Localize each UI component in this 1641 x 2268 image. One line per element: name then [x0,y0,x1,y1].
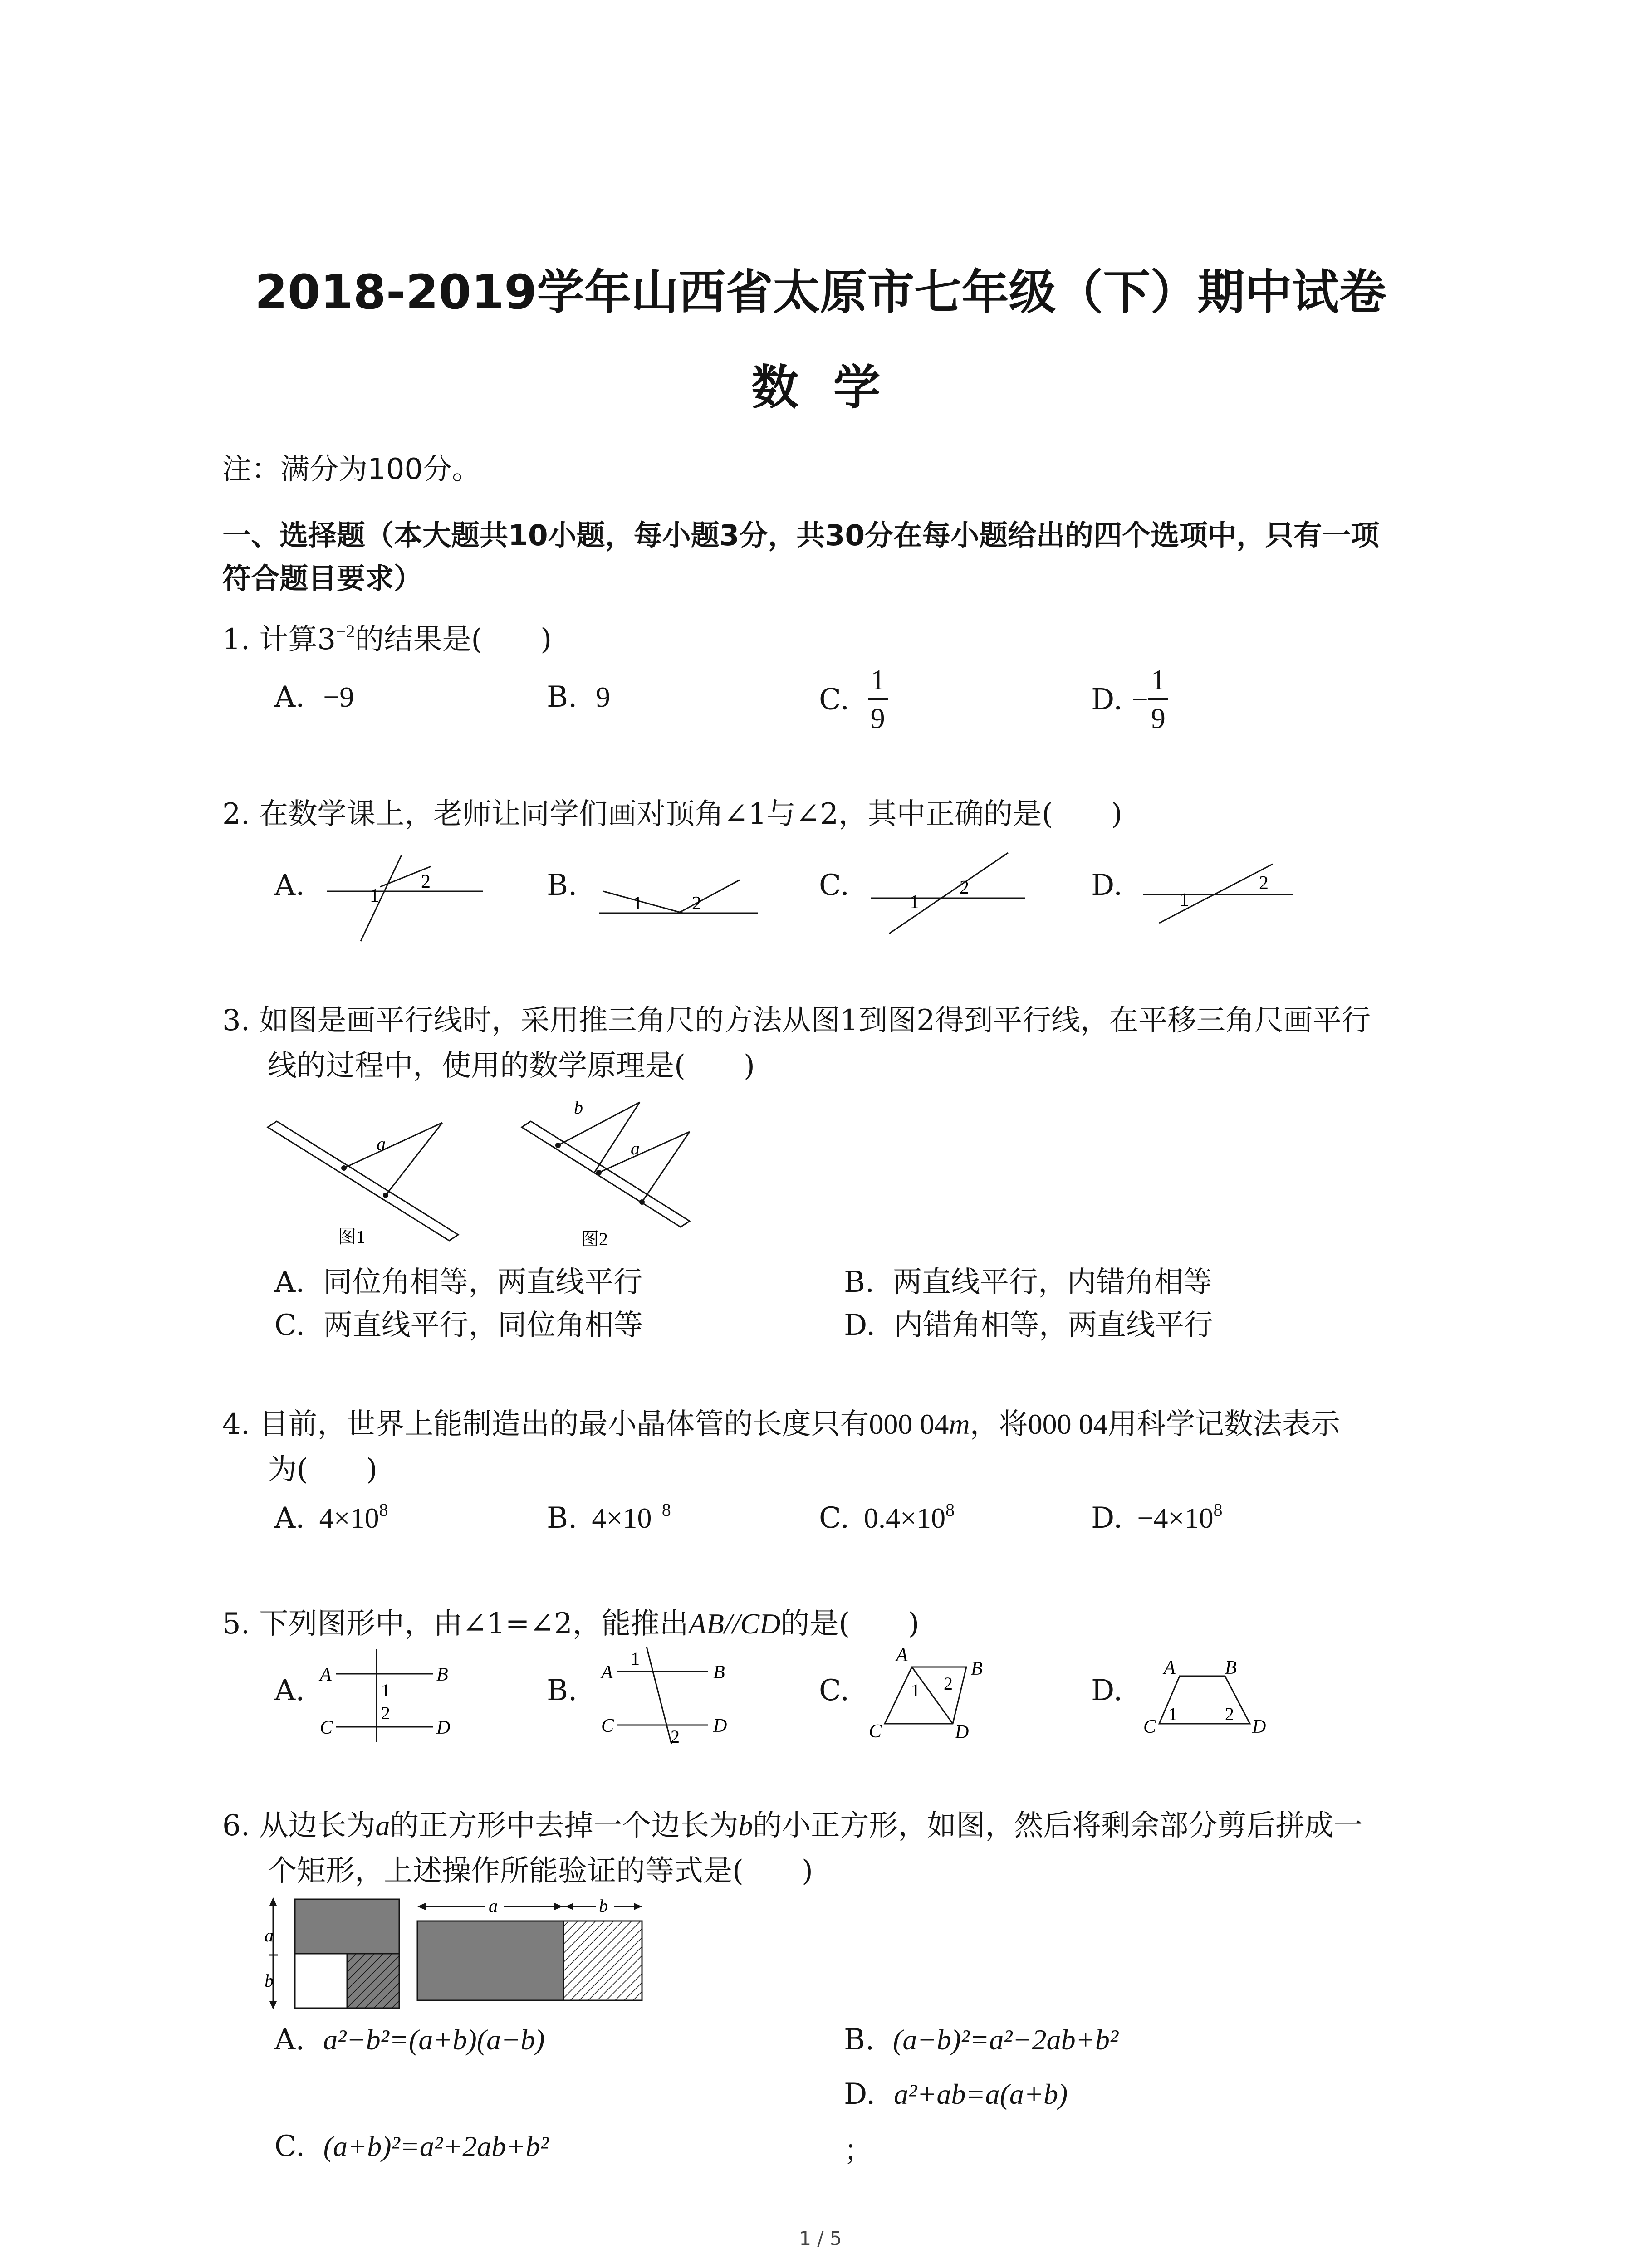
svg-text:1: 1 [911,1680,920,1701]
q3-option-d: D. 内错角相等，两直线平行 [844,1309,1214,1342]
q1-option-b: B. 9 [547,680,611,714]
svg-text:图2: 图2 [581,1229,608,1249]
q4-option-c: C. $0.4\times 10^8$ [819,1500,955,1535]
svg-text:2: 2 [944,1673,953,1694]
q5-option-c-figure [862,1642,1012,1746]
svg-text:C: C [601,1716,614,1736]
svg-text:b: b [599,1896,608,1916]
svg-text:a: a [377,1134,386,1154]
q4-option-d: D. $-4\times 10^8$ [1091,1500,1223,1535]
question-2: 2. 在数学课上，老师让同学们画对顶角∠1与∠2，其中正确的是( ) [222,797,1123,831]
q5-option-a-label: A. [274,1674,305,1707]
svg-text:C: C [1143,1716,1156,1737]
q6-option-b: B. (a−b)²=a²−2ab+b² [844,2023,1118,2057]
svg-text:1: 1 [633,893,642,914]
q1-option-b-value: 9 [596,681,611,713]
q2-option-c-figure [862,844,1053,948]
svg-text:2: 2 [960,877,969,898]
q3-option-c: C. 两直线平行，同位角相等 [274,1309,643,1342]
svg-text:A: A [1164,1657,1176,1678]
svg-text:1: 1 [1168,1704,1177,1724]
svg-text:图1: 图1 [338,1227,365,1247]
q2-option-d-figure [1134,844,1316,948]
question-5: 5. 下列图形中，由∠1=∠2，能推出AB//CD的是( ) [222,1607,920,1641]
q5-option-b-label: B. [547,1674,578,1707]
subject-title: 数 学 [751,360,890,415]
svg-text:a: a [489,1896,498,1916]
section-heading-line1: 一、选择题（本大题共10小题，每小题3分，共30分在每小题给出的四个选项中，只有一项 [222,519,1380,552]
q2-option-b-figure [590,844,771,948]
page-number: 1 / 5 [799,2227,842,2249]
svg-text:A: A [320,1664,332,1685]
question-4-line2: 为( ) [268,1453,377,1486]
q2-option-c-label: C. [819,869,850,902]
svg-text:1: 1 [910,892,919,913]
question-3-line1: 3. 如图是画平行线时，采用推三角尺的方法从图1到图2得到平行线，在平移三角尺画平行 [222,1004,1371,1037]
q3-figure-2 [517,1093,726,1252]
svg-text:A: A [601,1662,613,1683]
q5-option-d-figure [1139,1647,1293,1746]
svg-text:2: 2 [381,1703,390,1723]
q6-option-d: D. a²+ab=a(a+b) [844,2077,1068,2111]
svg-text:B: B [971,1658,983,1679]
svg-text:1: 1 [631,1648,640,1669]
q2-option-a-figure [318,844,499,948]
svg-text:1: 1 [370,885,379,906]
svg-text:D: D [1252,1716,1266,1737]
question-4-line1: 4. 目前，世界上能制造出的最小晶体管的长度只有000 04m，将000 04用科学记数法表示 [222,1408,1340,1441]
q5-option-d-label: D. [1091,1674,1123,1707]
q1-exponent: −2 [336,621,355,642]
q5-option-c-label: C. [819,1674,850,1707]
svg-text:D: D [713,1716,727,1736]
svg-text:2: 2 [692,893,701,914]
svg-text:2: 2 [1259,873,1269,894]
q5-option-a-figure [318,1647,467,1746]
q4-option-b: B. $4\times 10^{-8}$ [547,1500,671,1535]
svg-text:2: 2 [421,871,431,892]
q6-option-a: A. a²−b²=(a+b)(a−b) [274,2023,545,2057]
svg-text:C: C [869,1721,882,1742]
q6-semicolon: ； [844,2134,873,2168]
q6-option-c: C. (a+b)²=a²+2ab+b² [274,2130,549,2163]
q2-option-b-label: B. [547,869,578,902]
exam-title: 2018-2019学年山西省太原市七年级（下）期中试卷 [255,264,1386,320]
svg-text:1: 1 [381,1680,390,1701]
q4-option-a: A. $4\times 10^8$ [274,1500,388,1535]
svg-text:C: C [320,1717,333,1738]
q1-stem: 1. 计算3 [222,623,336,656]
q5-option-b-figure [594,1642,744,1746]
q3-option-a: A. 同位角相等，两直线平行 [274,1266,643,1299]
q2-option-a-label: A. [274,869,305,902]
section-heading-line2: 符合题目要求） [222,562,422,595]
svg-text:b: b [265,1970,274,1991]
svg-text:B: B [713,1662,725,1683]
q1-option-d-fraction: $\frac{1}{9}$ [1148,662,1168,737]
score-note: 注：满分为100分。 [222,453,481,486]
question-6-line2: 个矩形，上述操作所能验证的等式是( ) [268,1854,813,1888]
q1-option-d: D. − $\frac{1}{9}$ [1091,662,1168,737]
question-1 [222,617,552,662]
svg-text:A: A [896,1645,908,1666]
q2-option-d-label: D. [1091,869,1123,902]
q1-option-a-value: −9 [323,681,354,713]
question-3-line2: 线的过程中，使用的数学原理是( ) [268,1049,755,1083]
svg-text:a: a [265,1925,274,1945]
svg-text:2: 2 [671,1726,680,1747]
svg-text:a: a [631,1138,640,1158]
q1-option-c: C. $\frac{1}{9}$ [819,662,888,737]
q3-figure-1 [263,1102,517,1252]
q1-option-c-fraction: $\frac{1}{9}$ [868,662,888,737]
svg-text:D: D [955,1722,969,1743]
svg-text:B: B [436,1664,448,1685]
q3-option-b: B. 两直线平行，内错角相等 [844,1266,1213,1299]
svg-text:b: b [574,1097,583,1118]
q1-stem-end: 的结果是( ) [355,623,552,656]
q1-option-a: A. −9 [274,680,354,714]
svg-text:1: 1 [1180,890,1189,910]
svg-text:B: B [1225,1657,1237,1678]
q6-figure [263,1894,662,2016]
svg-text:D: D [436,1717,451,1738]
question-6-line1: 6. 从边长为a的正方形中去掉一个边长为b的小正方形，如图，然后将剩余部分剪后拼成一 [222,1809,1363,1843]
svg-text:2: 2 [1225,1704,1234,1724]
